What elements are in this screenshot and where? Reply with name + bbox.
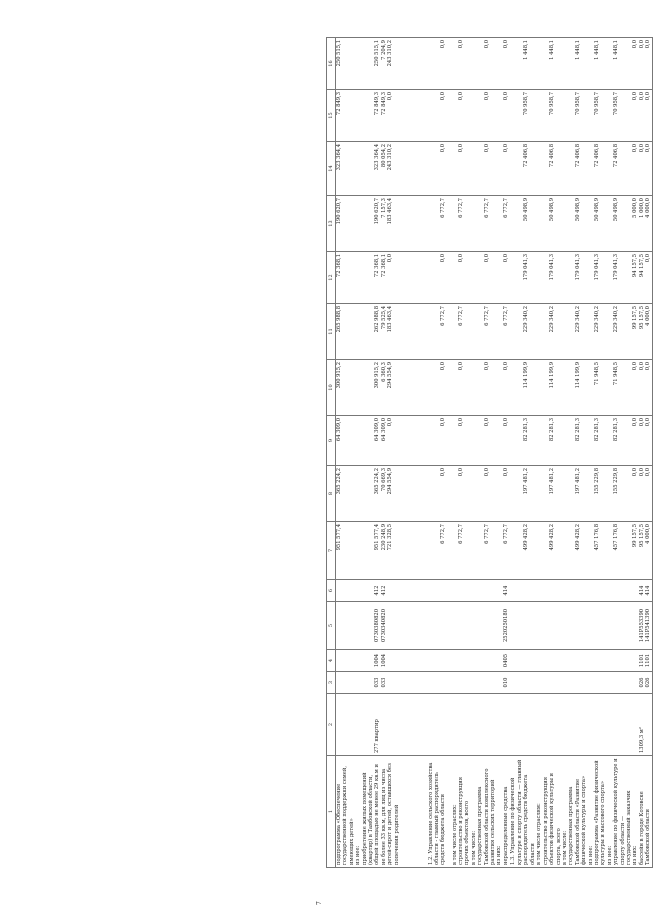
table-cell: 6 772,7: [428, 522, 452, 580]
table-row: [607, 38, 633, 868]
table-cell: 0,0: [428, 38, 452, 90]
table-cell: 250 515,1 250 515,1 7 204,9 243 310,2: [336, 38, 428, 90]
header-cell: 4: [327, 650, 336, 672]
table-cell: 499 428,2: [562, 522, 588, 580]
table-cell: 6 772,7: [496, 196, 510, 252]
table-cell: [510, 672, 536, 694]
table-cell: 0,0 0,0 0,0: [632, 466, 652, 522]
header-cell: 12: [327, 252, 336, 304]
table-cell: 70 958,7: [562, 90, 588, 142]
table-cell: 1 448,1: [562, 38, 588, 90]
header-cell: 9: [327, 416, 336, 466]
table-row: [471, 38, 497, 868]
table-cell: 1309,3 м²: [632, 694, 652, 756]
table-cell: 412 412: [336, 580, 428, 602]
table-cell: 229 340,2: [562, 304, 588, 360]
table-cell: [496, 694, 510, 756]
table-cell: 1 448,1: [536, 38, 562, 90]
table-cell: 265 988,8 262 988,8 79 525,4 183 463,4: [336, 304, 428, 360]
table-cell: 179 041,3: [510, 252, 536, 304]
table-cell: 197 481,2: [510, 466, 536, 522]
table-cell: 0,0: [471, 416, 497, 466]
page-number: 7: [316, 901, 323, 905]
table-cell: 155 229,8: [607, 466, 633, 522]
table-cell: [588, 650, 607, 672]
table-cell: [510, 650, 536, 672]
table-cell: 457 176,8: [607, 522, 633, 580]
table-cell: 0,0: [452, 38, 471, 90]
table-cell: 0405: [496, 650, 510, 672]
table-cell: [562, 672, 588, 694]
table-cell: 50 498,9: [562, 196, 588, 252]
table-cell: 0,0 0,0 0,0: [632, 360, 652, 416]
table-cell: 179 041,3: [588, 252, 607, 304]
table-cell: 94 157,5 94 157,5 0,0: [632, 252, 652, 304]
header-cell: 3: [327, 672, 336, 694]
table-cell: 6 772,7: [471, 522, 497, 580]
table-cell: 300 915,2 300 915,2 6 360,3 294 554,9: [336, 360, 428, 416]
table-cell: [428, 650, 452, 672]
table-cell: 197 481,2: [536, 466, 562, 522]
table-cell: 82 281,3: [562, 416, 588, 466]
table-cell: 0,0: [452, 360, 471, 416]
table-cell: [607, 672, 633, 694]
table-cell: 64 309,0 64 309,0 64 309,0 0,0: [336, 416, 428, 466]
table-cell: 1.3. Управление по физической культуре и спорту области — главный распорядитель средств бюджета области: [510, 756, 536, 868]
table-row: [536, 38, 562, 868]
table-cell: [452, 602, 471, 650]
table-cell: [452, 580, 471, 602]
table-cell: в том числе: государственная программа Тамбовской области «Развитие физической культуры и спорта»: [562, 756, 588, 868]
table-cell: из них: нераспределенные средства: [496, 756, 510, 868]
table-row: [510, 38, 536, 868]
table-cell: [428, 694, 452, 756]
table-cell: 0730380820 0730340820: [336, 602, 428, 650]
table-cell: 0,0: [471, 252, 497, 304]
table-cell: [562, 602, 588, 650]
table-cell: 951 577,4 951 577,4 230 248,9 721 328,5: [336, 522, 428, 580]
table-cell: [607, 602, 633, 650]
header-cell: 1: [327, 756, 336, 868]
table-cell: 5 000,0 1 000,0 4 000,0: [632, 196, 652, 252]
table-cell: 229 340,2: [588, 304, 607, 360]
table-cell: 99 157,5 95 157,5 4 000,0: [632, 304, 652, 360]
table-row: [452, 38, 471, 868]
table-cell: 0,0: [452, 466, 471, 522]
table-cell: 99 157,5 95 157,5 4 000,0: [632, 522, 652, 580]
table-row: [336, 38, 428, 868]
table-cell: [588, 694, 607, 756]
table-cell: в том числе отраслям: строительство и реконструкция объектов физической культуры и спорта, всего: [536, 756, 562, 868]
table-row: [588, 38, 607, 868]
table-cell: 0,0: [496, 466, 510, 522]
table-row: [428, 38, 452, 868]
table-cell: 155 229,8: [588, 466, 607, 522]
table-cell: 6 772,7: [471, 304, 497, 360]
table-cell: [536, 602, 562, 650]
table-cell: 499 428,2: [536, 522, 562, 580]
table-cell: 414: [496, 580, 510, 602]
table-cell: 323 364,4 323 364,4 80 054,2 243 310,2: [336, 142, 428, 196]
table-cell: 82 281,3: [536, 416, 562, 466]
table-cell: 6 772,7: [428, 196, 452, 252]
table-cell: 0,0 0,0 0,0: [632, 90, 652, 142]
table-cell: [562, 580, 588, 602]
table-cell: 229 340,2: [607, 304, 633, 360]
header-cell: 7: [327, 522, 336, 580]
table-cell: 179 041,3: [536, 252, 562, 304]
table-cell: [471, 694, 497, 756]
table-cell: [536, 580, 562, 602]
table-cell: [471, 580, 497, 602]
table-cell: 50 498,9: [510, 196, 536, 252]
table-cell: [471, 650, 497, 672]
table-cell: 6 772,7: [496, 522, 510, 580]
table-cell: 72 368,1 72 368,1 72 368,1 0,0: [336, 252, 428, 304]
table-cell: 010: [496, 672, 510, 694]
table-cell: [607, 650, 633, 672]
table-cell: 71 948,5: [607, 360, 633, 416]
table-cell: подпрограмма «Обеспечение государственной поддержки семей, имеющих детей» из нее: приобретение жилых помещений (квартир) в Тамбовской области, общей площадью не менее 29 кв.м и не более 33 кв.м, для лиц из числа детей-сирот и детей, оставшихся без попечения родителей: [336, 756, 428, 868]
table-cell: 026 026: [632, 672, 652, 694]
table-cell: 365 224,2 365 224,2 70 669,3 294 554,9: [336, 466, 428, 522]
table-cell: [536, 694, 562, 756]
header-row: [327, 38, 336, 868]
table-cell: 50 498,9: [536, 196, 562, 252]
table-cell: 50 498,9: [607, 196, 633, 252]
table-cell: 0,0 0,0 0,0: [632, 416, 652, 466]
table-cell: в том числе отраслях: строительство и реконструкция прочих объектов, всего: [452, 756, 471, 868]
table-cell: 1 448,1: [510, 38, 536, 90]
table-cell: 70 958,7: [607, 90, 633, 142]
table-cell: 277 квартир: [336, 694, 428, 756]
table-cell: 72 406,8: [562, 142, 588, 196]
table-cell: [452, 694, 471, 756]
table-cell: 6 772,7: [496, 304, 510, 360]
table-cell: 229 340,2: [536, 304, 562, 360]
table-cell: [536, 650, 562, 672]
header-cell: 13: [327, 196, 336, 252]
table-row: [632, 38, 652, 868]
table-cell: 141P553390 141P541390: [632, 602, 652, 650]
table-cell: 6 772,7: [452, 304, 471, 360]
table-cell: 0,0: [496, 252, 510, 304]
table-cell: 0,0: [496, 38, 510, 90]
table-cell: из них: бассейн в городе Котовске Тамбовской области: [632, 756, 652, 868]
table-row: [496, 38, 510, 868]
table-cell: [588, 672, 607, 694]
header-cell: 2: [327, 694, 336, 756]
table-cell: 179 041,3: [607, 252, 633, 304]
table-cell: 70 958,7: [588, 90, 607, 142]
budget-table: [326, 37, 653, 868]
table-cell: [588, 602, 607, 650]
table-cell: 6 772,7: [428, 304, 452, 360]
table-cell: 0,0: [496, 90, 510, 142]
table-cell: 0,0: [471, 90, 497, 142]
table-cell: 114 199,9: [510, 360, 536, 416]
table-cell: [562, 694, 588, 756]
header-cell: 5: [327, 602, 336, 650]
table-cell: 1.2. Управление сельского хозяйства области - главный распорядитель средств бюджета области: [428, 756, 452, 868]
header-cell: 11: [327, 304, 336, 360]
table-cell: [588, 580, 607, 602]
table-cell: [452, 650, 471, 672]
table-cell: 0,0: [471, 142, 497, 196]
table-cell: 499 428,2: [510, 522, 536, 580]
table-cell: [471, 672, 497, 694]
table-cell: из нее: подпрограмма «Развитие физической культуры и массового спорта»: [588, 756, 607, 868]
table-cell: 229 340,2: [510, 304, 536, 360]
table-cell: 6 772,7: [471, 196, 497, 252]
table-cell: 1 448,1: [607, 38, 633, 90]
table-cell: 0,0: [471, 38, 497, 90]
table-cell: 70 958,7: [536, 90, 562, 142]
table-cell: 71 948,5: [588, 360, 607, 416]
table-cell: 0,0: [452, 142, 471, 196]
header-cell: 6: [327, 580, 336, 602]
table-cell: [428, 602, 452, 650]
table-cell: [607, 580, 633, 602]
table-cell: [428, 672, 452, 694]
header-cell: 15: [327, 90, 336, 142]
table-row: [562, 38, 588, 868]
table-cell: 0,0: [452, 90, 471, 142]
table-cell: 457 176,8: [588, 522, 607, 580]
table-cell: 0,0: [452, 416, 471, 466]
table-cell: 70 958,7: [510, 90, 536, 142]
table-cell: 0,0: [428, 466, 452, 522]
table-cell: 0,0: [428, 90, 452, 142]
table-cell: 72 406,8: [588, 142, 607, 196]
table-cell: 82 281,3: [588, 416, 607, 466]
table-cell: 0,0: [471, 466, 497, 522]
table-cell: 0,0: [496, 142, 510, 196]
table-cell: 0,0: [452, 252, 471, 304]
table-cell: [510, 602, 536, 650]
table-cell: 033 033: [336, 672, 428, 694]
table-cell: [510, 580, 536, 602]
table-cell: из нее: управление по физической культуре и спорту области — государственный заказчик: [607, 756, 633, 868]
table-cell: 6 772,7: [452, 522, 471, 580]
table-cell: 414 414: [632, 580, 652, 602]
table-cell: [452, 672, 471, 694]
table-cell: 50 498,9: [588, 196, 607, 252]
table-cell: 190 620,7 190 620,7 7 157,3 183 463,4: [336, 196, 428, 252]
table-cell: 0,0 0,0 0,0: [632, 38, 652, 90]
table-cell: 72 849,3 72 849,3 72 849,3 0,0: [336, 90, 428, 142]
table-cell: 2520250180: [496, 602, 510, 650]
table-cell: [562, 650, 588, 672]
table-cell: [607, 694, 633, 756]
table-cell: 114 199,9: [536, 360, 562, 416]
table-cell: 1004 1004: [336, 650, 428, 672]
table-cell: 82 281,3: [607, 416, 633, 466]
table-cell: [428, 580, 452, 602]
table-cell: 72 406,8: [536, 142, 562, 196]
table-cell: [536, 672, 562, 694]
table-cell: 1101 1101: [632, 650, 652, 672]
table-cell: 72 406,8: [607, 142, 633, 196]
table-cell: 0,0: [471, 360, 497, 416]
table-cell: в том числе: государственная программа Тамбовской области комплексного развития сельских территорий: [471, 756, 497, 868]
table-cell: 0,0 0,0 0,0: [632, 142, 652, 196]
table-cell: 0,0: [428, 416, 452, 466]
table-cell: 0,0: [428, 252, 452, 304]
table-cell: 72 406,8: [510, 142, 536, 196]
table-cell: 179 041,3: [562, 252, 588, 304]
table-cell: 197 481,2: [562, 466, 588, 522]
table-cell: 1 448,1: [588, 38, 607, 90]
table-cell: [510, 694, 536, 756]
table-cell: [471, 602, 497, 650]
table-cell: 0,0: [496, 360, 510, 416]
table-cell: 82 281,3: [510, 416, 536, 466]
header-cell: 10: [327, 360, 336, 416]
table-cell: 114 199,9: [562, 360, 588, 416]
table-cell: 0,0: [428, 142, 452, 196]
table-cell: 6 772,7: [452, 196, 471, 252]
table-cell: 0,0: [428, 360, 452, 416]
table-cell: 0,0: [496, 416, 510, 466]
header-cell: 8: [327, 466, 336, 522]
header-cell: 16: [327, 38, 336, 90]
header-cell: 14: [327, 142, 336, 196]
